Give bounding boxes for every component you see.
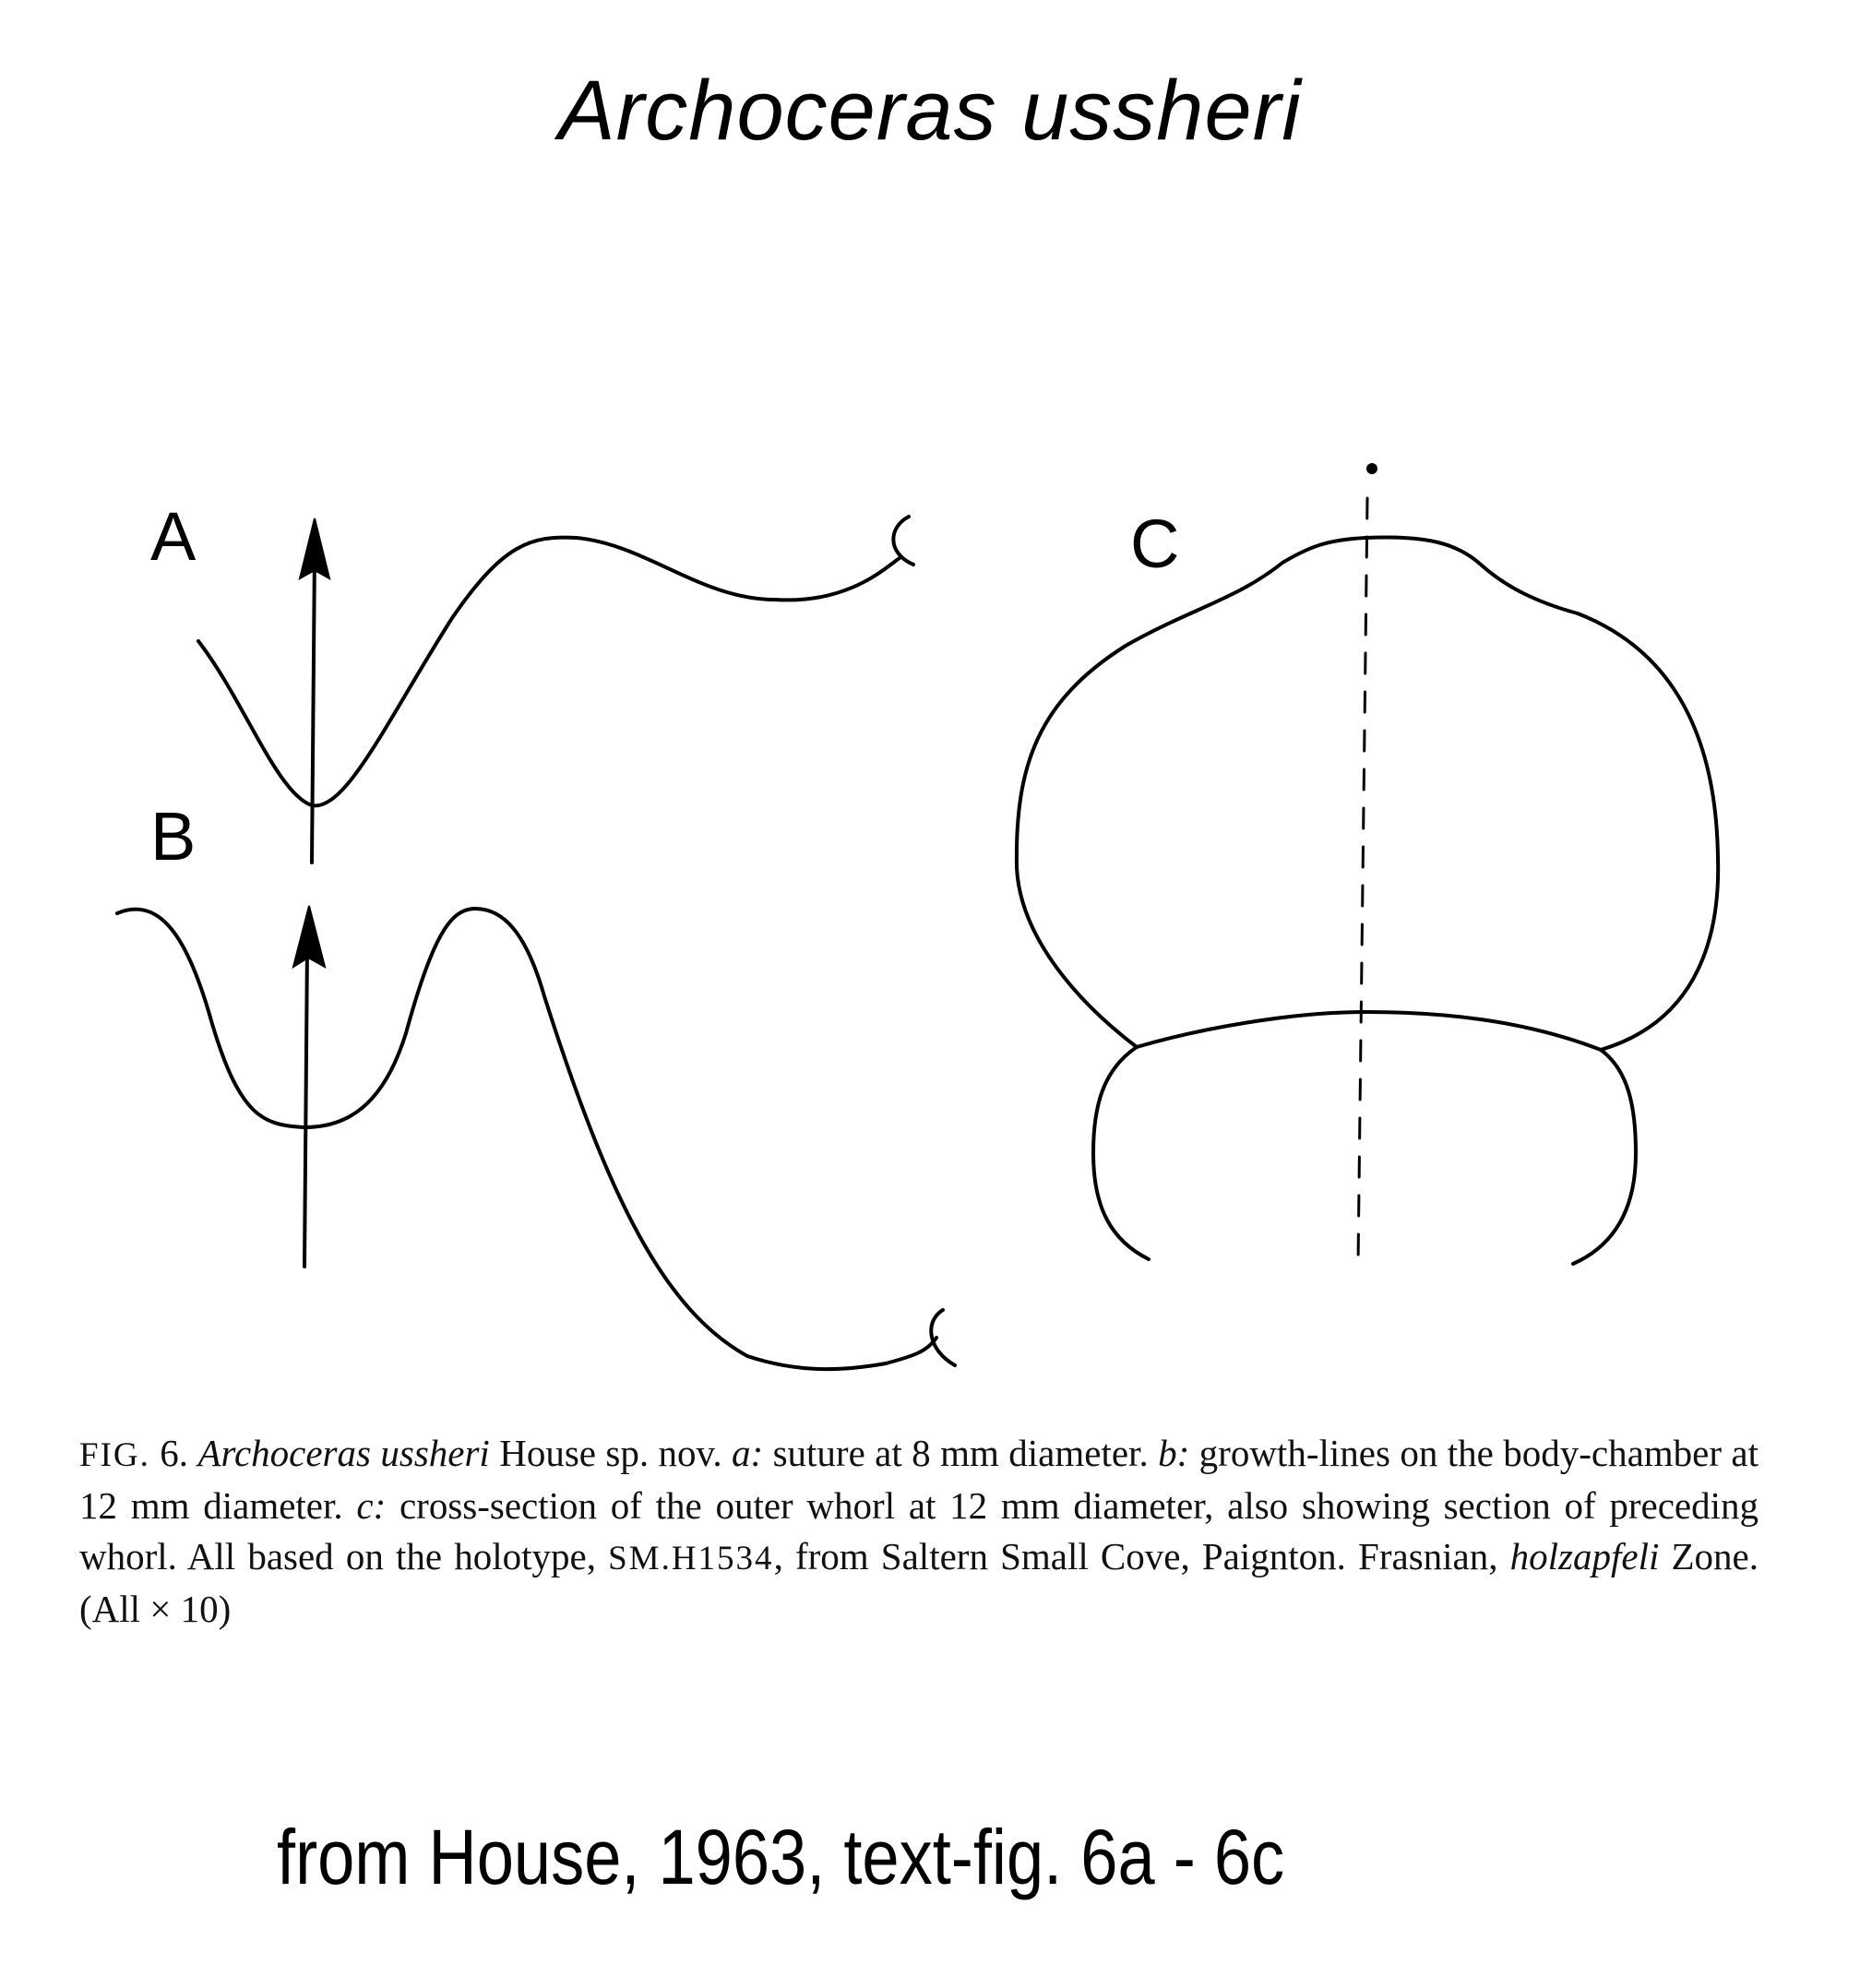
caption-specimen: SM.H1534 [608,1540,774,1577]
caption-b-text: growth-lines on the body-chamber at 12 mm diameter. [79,1432,1759,1527]
caption-part2: , from Saltern Small Cove, Paignton. Frasnian, [773,1535,1510,1577]
median-plane-dashed-line [1358,498,1367,1264]
caption-fig-number: 6. [160,1432,189,1474]
figure-title: Archoceras ussheri [558,64,1302,158]
caption-b-tag: b: [1158,1432,1190,1474]
panel-label-c: C [1130,506,1180,582]
growth-direction-arrow-b [304,946,307,1267]
arrowhead-a [300,518,329,578]
caption-c-tag: c: [356,1484,387,1527]
outer-whorl-outline [1017,537,1718,1050]
preceding-whorl-left-flank [1093,1047,1149,1259]
caption-a-tag: a: [732,1432,764,1474]
caption-part1: House sp. nov. [489,1432,733,1474]
panel-a-suture [198,517,913,863]
panel-label-a: A [150,498,197,575]
caption-c-text: cross-section of the outer whorl at 12 mm diameter, also showing section of preceding whorl. All based on the holotype, [79,1484,1759,1577]
arrowhead-b [293,906,325,967]
caption-part3: Zone. (All × 10) [79,1535,1759,1630]
panel-b-growth-lines [117,906,955,1369]
growth-direction-arrow-a [312,554,315,863]
caption-fig-label: FIG. [79,1436,150,1474]
caption-a-text: suture at 8 mm diameter. [763,1432,1159,1474]
preceding-whorl-dorsum [1137,1012,1601,1050]
panel-label-b: B [150,798,197,875]
panel-c-cross-section [1017,463,1718,1264]
caption-species: Archoceras ussheri [197,1432,490,1474]
source-citation: from House, 1963, text-fig. 6a - 6c [277,1814,1285,1900]
coiling-axis-dot [1366,463,1377,474]
figure-caption [79,1428,1759,1635]
caption-zone-name: holzapfeli [1509,1535,1660,1577]
preceding-whorl-right-flank [1573,1050,1636,1264]
suture-line [198,538,900,806]
suture-end-hook [893,517,913,565]
growth-line [117,909,936,1369]
